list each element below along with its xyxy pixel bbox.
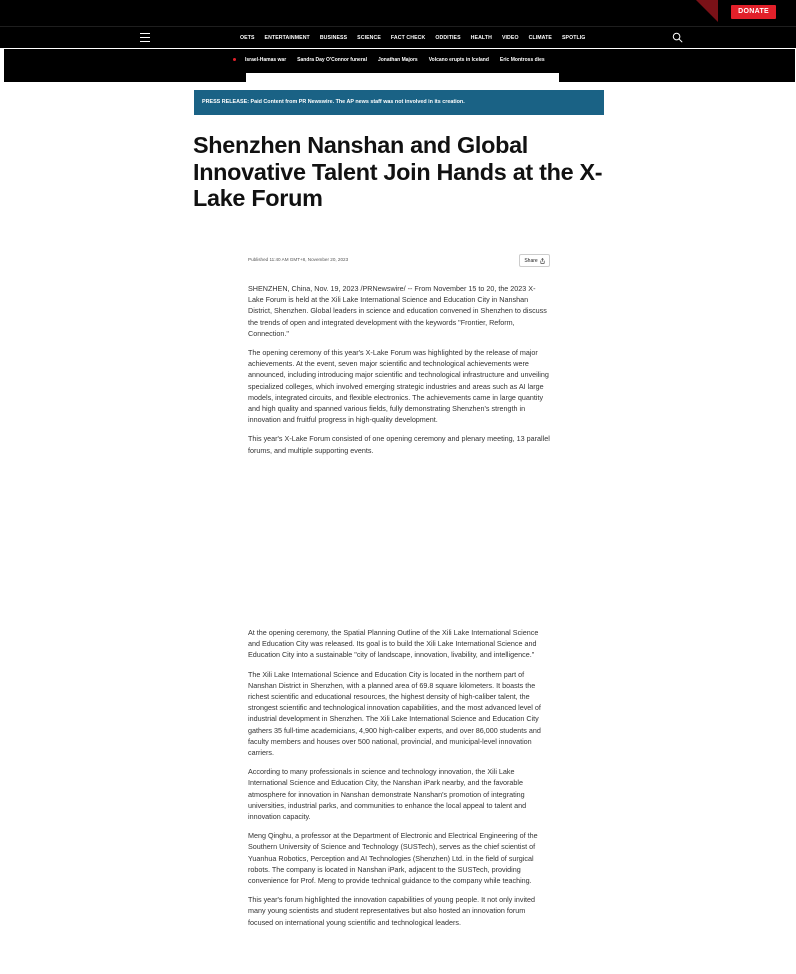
nav-item[interactable]: ODDITIES bbox=[435, 35, 461, 41]
published-timestamp: Published 11:40 AM GMT+8, November 20, 2023 bbox=[248, 257, 349, 262]
share-icon bbox=[540, 258, 545, 264]
article-body-bottom bbox=[248, 627, 551, 936]
article-paragraph: According to many professionals in science and technology innovation, the Xili Lake International Science and Education City, the Nanshan iPark nearby, and the favorable atmosphere for innovation in Nanshan demonstrate Nanshan's promotion of integrating universities, industrial parks, and communities to enhance the local appeal to talent and innovation capacity. bbox=[248, 767, 527, 822]
article-paragraph: SHENZHEN, China, Nov. 19, 2023 /PRNewswire/ -- From November 15 to 20, the 2023 X-Lake Forum is held at the Xili Lake International Science and Education City in Nanshan District, Shenzhen. Global leaders in science and education convened in Shenzhen to discuss the trends of open and integrated development with the keywords "Frontier, Reform, Connection." bbox=[248, 284, 547, 338]
trending-item[interactable]: Volcano erupts in Iceland bbox=[428, 57, 489, 63]
main-nav bbox=[0, 26, 796, 48]
nav-item[interactable]: ENTERTAINMENT bbox=[264, 35, 310, 41]
nav-item[interactable]: HEALTH bbox=[470, 35, 492, 41]
share-label: Share bbox=[524, 257, 538, 264]
nav-item[interactable]: OETS bbox=[240, 35, 255, 41]
article-paragraph: This year's forum highlighted the innovation capabilities of young people. It not only invited many young scientists and student representatives but also hosted an innovation forum focused on international young scientific and technological leaders. bbox=[248, 895, 536, 927]
top-bar bbox=[0, 0, 796, 26]
donate-accent bbox=[696, 0, 718, 22]
article-paragraph: This year's X-Lake Forum consisted of one opening ceremony and plenary meeting, 13 parallel forums, and multiple supporting events. bbox=[248, 434, 550, 455]
trending-list bbox=[245, 54, 545, 66]
nav-item[interactable]: SCIENCE bbox=[357, 35, 381, 41]
trending-underlay bbox=[246, 73, 559, 82]
trending-bar bbox=[4, 49, 795, 82]
trending-item[interactable]: Israel-Hamas war bbox=[245, 57, 287, 63]
trending-item[interactable]: Sandra Day O'Connor funeral bbox=[297, 57, 367, 63]
article-body-top bbox=[248, 283, 551, 464]
trending-item[interactable]: Eric Montross dies bbox=[499, 57, 545, 63]
nav-item[interactable]: VIDEO bbox=[501, 35, 519, 41]
nav-item[interactable]: FACT CHECK bbox=[390, 35, 426, 41]
article-headline: Shenzhen Nanshan and Global Innovative Talent Join Hands at the X-Lake Forum bbox=[193, 132, 603, 211]
hamburger-menu-icon[interactable] bbox=[140, 33, 150, 42]
article-paragraph: Meng Qinghu, a professor at the Department of Electronic and Electrical Engineering of the Southern University of Science and Technology (SUSTech), serves as the chief scientist of Yuanhua Robotics, Perception and AI Technologies (Shenzhen) Ltd. in the field of surgical robots. The company is located in Nanshan iPark, adjacent to the SUSTech, providing convenience for Prof. Meng to provide technical guidance to the company while teaching. bbox=[248, 831, 538, 886]
nav-item[interactable]: BUSINESS bbox=[319, 35, 348, 41]
nav-item[interactable]: CLIMATE bbox=[528, 35, 552, 41]
search-icon[interactable] bbox=[672, 32, 683, 43]
article-paragraph: At the opening ceremony, the Spatial Planning Outline of the Xili Lake International Science and Education City was released. Its goal is to build the Xili Lake International Science and Education City into a sustainable "city of landscape, innovation, livability, and intelligence." bbox=[248, 628, 539, 660]
share-button[interactable] bbox=[519, 254, 550, 267]
nav-item[interactable]: SPOTLIG bbox=[561, 35, 586, 41]
article-paragraph: The opening ceremony of this year's X-Lake Forum was highlighted by the release of major achievements. At the event, seven major scientific and technological achievements were announced, including introducing major scientific and technological infrastructure and unveiling specialized colleges, which involved emerging strategic industries and areas such as AI large models, integrated circuits, and flexible electronics. The achievements came in large quantity and high quality and spanned various fields, fully demonstrating Shenzhen's strength in innovation and fruitful progress in high-quality development. bbox=[248, 348, 549, 425]
donate-button[interactable]: DONATE bbox=[731, 5, 776, 19]
trending-dot-icon bbox=[233, 58, 236, 61]
press-release-banner: PRESS RELEASE: Paid Content from PR Newswire. The AP news staff was not involved in its creation. bbox=[194, 90, 604, 115]
nav-list bbox=[240, 27, 585, 49]
article-paragraph: The Xili Lake International Science and Education City is located in the northern part of Nanshan District in Shenzhen, with a planned area of 69.8 square kilometers. It boasts the richest scientific and educational resources, the highest density of high-caliber talent, the strongest scientific and technological innovation capabilities, and the most advanced level of industrial development in Shenzhen. The Xili Lake International Science and Education City gathers 35 full-time academicians, 4,900 high-caliber experts, and over 86,000 students and faculty members and houses over 500 national, provincial, and municipal-level innovation carriers. bbox=[248, 669, 541, 758]
trending-item[interactable]: Jonathan Majors bbox=[377, 57, 418, 63]
